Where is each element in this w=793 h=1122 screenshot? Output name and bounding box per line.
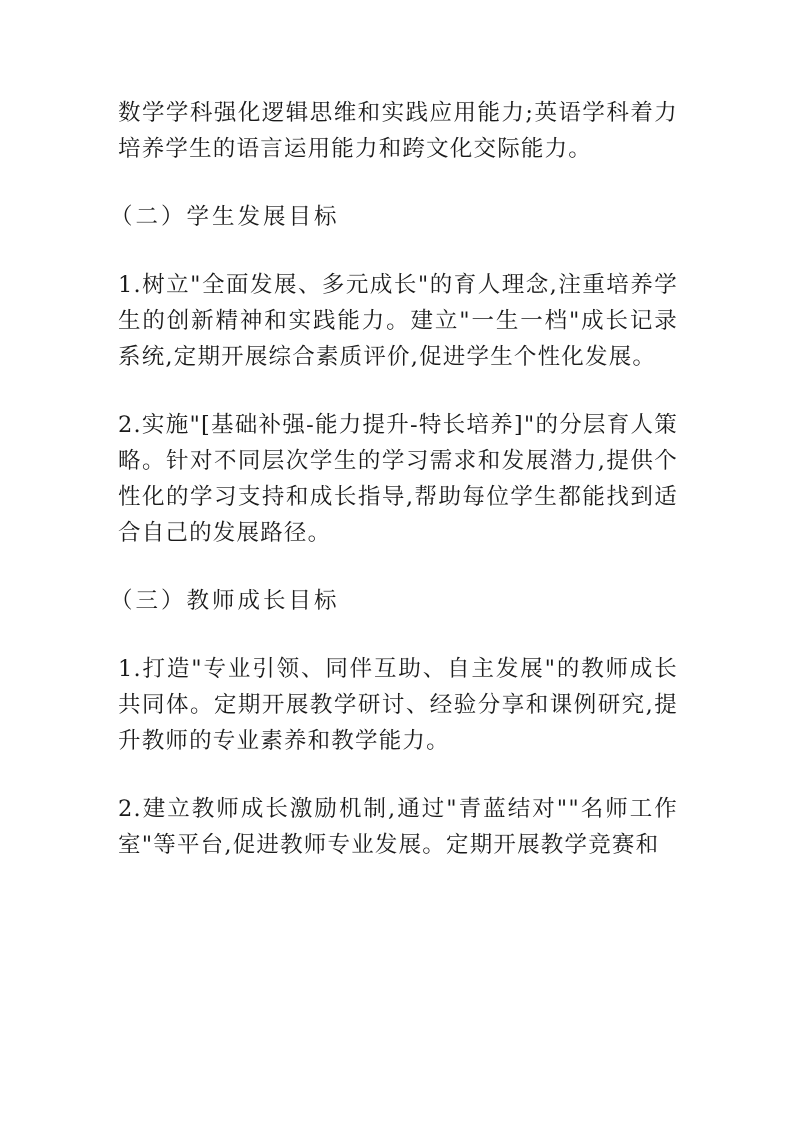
section-heading-teacher-goals: （三）教师成长目标 (110, 588, 340, 614)
paragraph-teacher-goal-1: 1.打造"专业引领、同伴互助、自主发展"的教师成长共同体。定期开展教学研讨、经验分享和课例研究,提升教师的专业素养和教学能力。 (118, 656, 678, 754)
section-heading-student-goals: （二）学生发展目标 (110, 204, 340, 230)
document-body (110, 95, 678, 895)
paragraph-teacher-goal-2: 2.建立教师成长激励机制,通过"青蓝结对""名师工作室"等平台,促进教师专业发展。定期开展教学竞赛和 (118, 796, 678, 858)
paragraph-subject-goals: 数学学科强化逻辑思维和实践应用能力;英语学科着力培养学生的语言运用能力和跨文化交际能力。 (118, 100, 678, 162)
paragraph-student-goal-2: 2.实施"[基础补强-能力提升-特长培养]"的分层育人策略。针对不同层次学生的学习需求和发展潜力,提供个性化的学习支持和成长指导,帮助每位学生都能找到适合自己的发展路径。 (118, 412, 678, 546)
paragraph-student-goal-1: 1.树立"全面发展、多元成长"的育人理念,注重培养学生的创新精神和实践能力。建立"一生一档"成长记录系统,定期开展综合素质评价,促进学生个性化发展。 (118, 272, 678, 370)
